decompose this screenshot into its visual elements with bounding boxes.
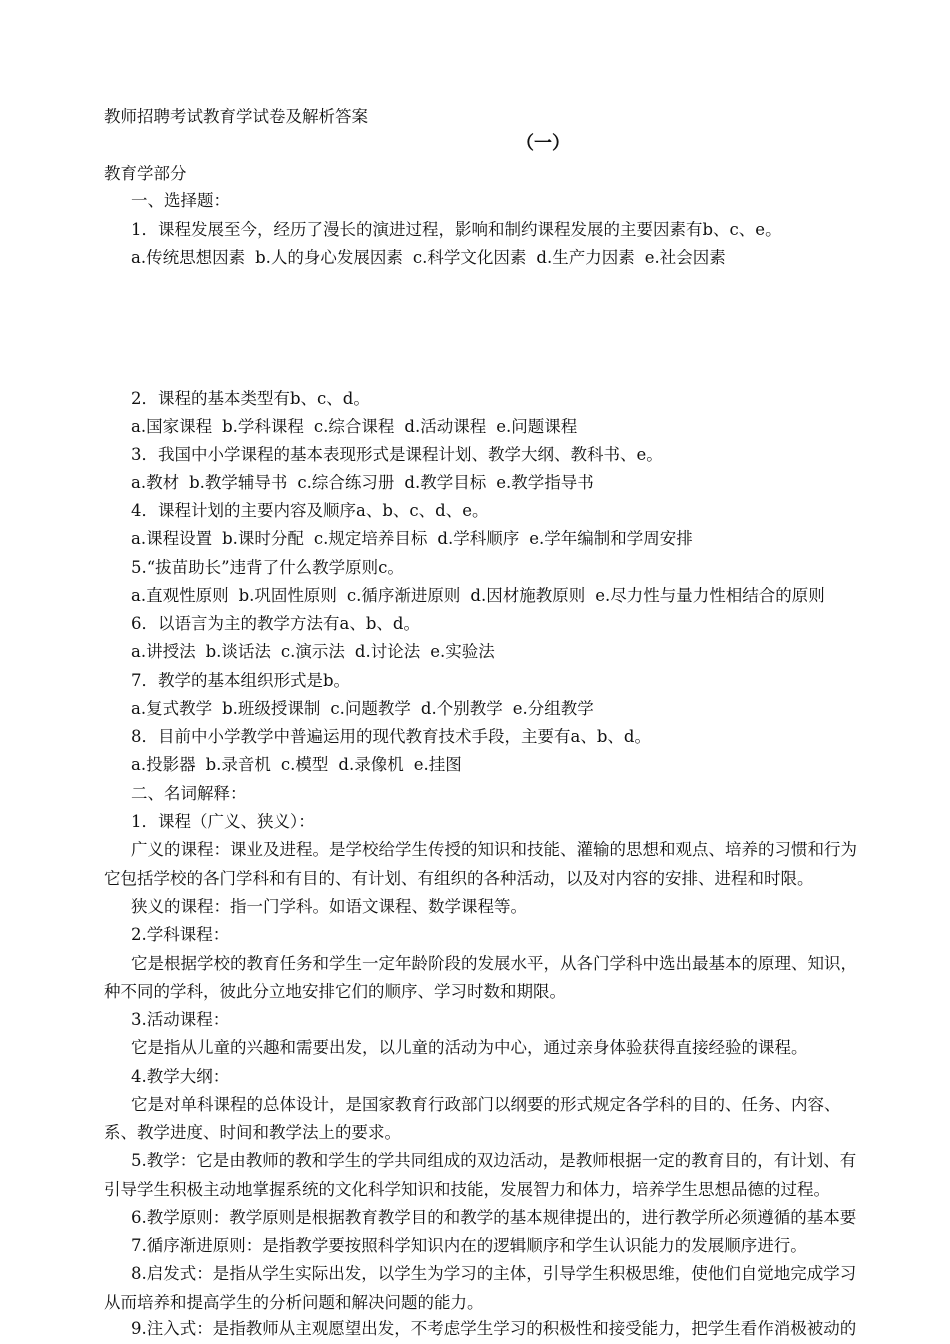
term-4-title: 4.教学大纲：: [131, 1067, 230, 1086]
term-3-title: 3.活动课程：: [131, 1010, 230, 1029]
document-title: 教师招聘考试教育学试卷及解析答案: [104, 107, 368, 126]
option: b.班级授课制: [222, 699, 321, 718]
option: a.国家课程: [131, 417, 213, 436]
terms-heading: 二、名词解释：: [131, 784, 247, 803]
question-7: 7．教学的基本组织形式是b。: [131, 671, 351, 690]
option: b.人的身心发展因素: [255, 248, 403, 267]
option: a.传统思想因素: [131, 248, 246, 267]
options-5: [131, 585, 835, 607]
option: d.教学目标: [404, 473, 487, 492]
option: e.分组教学: [512, 699, 594, 718]
option: a.教材: [131, 473, 180, 492]
option: d.因材施教原则: [470, 586, 586, 605]
option: d.录像机: [338, 755, 404, 774]
option: c.模型: [280, 755, 329, 774]
term-1-title: 1．课程（广义、狭义）：: [131, 812, 315, 831]
options-2: [131, 416, 587, 438]
option: d.学科顺序: [437, 529, 520, 548]
term-2-title: 2.学科课程：: [131, 925, 230, 944]
option: b.教学辅导书: [189, 473, 288, 492]
option: e.社会因素: [644, 248, 726, 267]
options-8: [131, 754, 472, 776]
choice-heading: 一、选择题：: [131, 191, 230, 210]
option: c.综合课程: [313, 417, 395, 436]
term-6-line-1: 6.教学原则：教学原则是根据教育教学目的和教学的基本规律提出的，进行教学所必须遵循的基本要: [131, 1208, 857, 1227]
document-subtitle: （一）: [516, 133, 570, 154]
question-6: 6．以语言为主的教学方法有a、b、d。: [131, 614, 420, 633]
option: b.课时分配: [222, 529, 304, 548]
options-3: [131, 472, 604, 494]
term-8-line-1: 8.启发式：是指从学生实际出发，以学生为学习的主体，引导学生积极思维，使他们自觉地完成学习: [131, 1264, 857, 1283]
question-2: 2．课程的基本类型有b、c、d。: [131, 389, 370, 408]
term-4-line-2: 系、教学进度、时间和教学法上的要求。: [104, 1123, 401, 1142]
term-8-line-2: 从而培养和提高学生的分析问题和解决问题的能力。: [104, 1293, 484, 1312]
options-4: [131, 528, 703, 550]
option: c.科学文化因素: [412, 248, 527, 267]
question-1: 1．课程发展至今，经历了漫长的演进过程，影响和制约课程发展的主要因素有b、c、e。: [131, 220, 782, 239]
term-1-line-1: 广义的课程：课业及进程。是学校给学生传授的知识和技能、灌输的思想和观点、培养的习惯和行为: [131, 840, 857, 859]
option: c.演示法: [280, 642, 345, 661]
term-5-line-2: 引导学生积极主动地掌握系统的文化科学知识和技能，发展智力和体力，培养学生思想品德的过程。: [104, 1180, 830, 1199]
option: a.课程设置: [131, 529, 213, 548]
options-1: [131, 247, 736, 269]
option: a.复式教学: [131, 699, 213, 718]
question-3: 3．我国中小学课程的基本表现形式是课程计划、教学大纲、教科书、e。: [131, 445, 663, 464]
option: b.谈话法: [205, 642, 271, 661]
term-3-line-1: 它是指从儿童的兴趣和需要出发，以儿童的活动为中心，通过亲身体验获得直接经验的课程。: [131, 1038, 808, 1057]
term-5-line-1: 5.教学：它是由教师的教和学生的学共同组成的双边活动，是教师根据一定的教育目的，有计划、有: [131, 1151, 857, 1170]
option: a.讲授法: [131, 642, 196, 661]
option: d.个别教学: [420, 699, 503, 718]
option: a.直观性原则: [131, 586, 229, 605]
question-5: 5.“拔苗助长”违背了什么教学原则c。: [131, 558, 404, 577]
option: e.尽力性与量力性相结合的原则: [595, 586, 825, 605]
option: b.巩固性原则: [238, 586, 337, 605]
option: c.循序渐进原则: [346, 586, 461, 605]
option: d.活动课程: [404, 417, 487, 436]
option: e.问题课程: [496, 417, 578, 436]
term-7-line-1: 7.循序渐进原则：是指教学要按照科学知识内在的逻辑顺序和学生认识能力的发展顺序进行。: [131, 1236, 807, 1255]
options-7: [131, 698, 604, 720]
option: d.讨论法: [354, 642, 421, 661]
option: c.问题教学: [330, 699, 411, 718]
option: e.实验法: [430, 642, 495, 661]
option: a.投影器: [131, 755, 196, 774]
options-6: [131, 641, 505, 663]
option: b.学科课程: [222, 417, 304, 436]
option: e.学年编制和学周安排: [529, 529, 693, 548]
option: e.教学指导书: [496, 473, 594, 492]
option: b.录音机: [205, 755, 271, 774]
term-4-line-1: 它是对单科课程的总体设计，是国家教育行政部门以纲要的形式规定各学科的目的、任务、内容、: [131, 1095, 841, 1114]
term-1-line-2: 它包括学校的各门学科和有目的、有计划、有组织的各种活动，以及对内容的安排、进程和时限。: [104, 869, 814, 888]
term-9-line-1: 9.注入式：是指教师从主观愿望出发，不考虑学生学习的积极性和接受能力，把学生看作消极被动的: [131, 1319, 857, 1338]
option: d.生产力因素: [536, 248, 635, 267]
question-4: 4．课程计划的主要内容及顺序a、b、c、d、e。: [131, 501, 489, 520]
term-1-line-3: 狭义的课程：指一门学科。如语文课程、数学课程等。: [131, 897, 527, 916]
term-2-line-1: 它是根据学校的教育任务和学生一定年龄阶段的发展水平，从各门学科中选出最基本的原理、知识，: [131, 954, 857, 973]
question-8: 8．目前中小学教学中普遍运用的现代教育技术手段，主要有a、b、d。: [131, 727, 651, 746]
option: c.规定培养目标: [313, 529, 428, 548]
option: c.综合练习册: [297, 473, 395, 492]
term-2-line-2: 种不同的学科，彼此分立地安排它们的顺序、学习时数和期限。: [104, 982, 566, 1001]
option: e.挂图: [413, 755, 462, 774]
section-heading: 教育学部分: [104, 164, 187, 183]
